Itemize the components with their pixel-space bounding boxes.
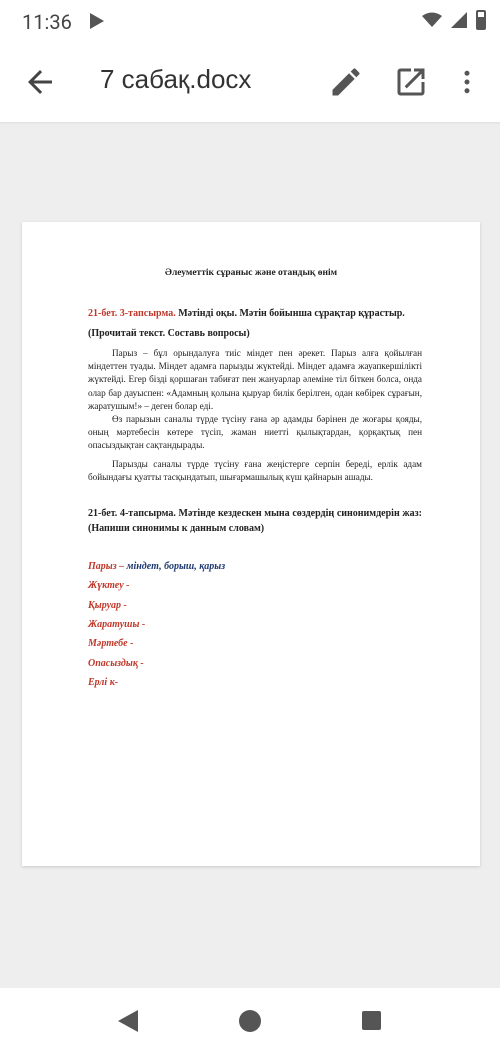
- document-heading: Әлеуметтік сұраныс және отандық өнім: [164, 268, 338, 278]
- paragraph-2: Өз парызын саналы түрде түсіну ғана әр адамды бәрінен де жоғары қояды, оның мәртебесін көтере түсіп, жаман ниетті қылықтардан, қорқақтық пен опасыздықтан сақтандырады.: [88, 414, 422, 451]
- synonym-item: [88, 561, 225, 572]
- clock: 11:36: [22, 10, 72, 34]
- paragraph-3: Парызды саналы түрде түсіну ғана жеңістерге серпін береді, ерлік адам бойындағы қуатты тасқындатып, шығармашылық күш қайнарын ашады.: [88, 459, 422, 483]
- wifi-icon: [422, 12, 442, 28]
- system-nav-bar: [0, 988, 500, 1055]
- synonym-word: Опасыздық -: [88, 658, 144, 669]
- synonym-item: [88, 658, 144, 669]
- nav-recents-icon[interactable]: [362, 1011, 381, 1030]
- status-bar: [0, 0, 500, 42]
- synonym-item: [88, 580, 129, 591]
- task1-subtitle: (Прочитай текст. Составь вопросы): [88, 328, 250, 339]
- document-title: 7 сабақ.docx: [100, 64, 252, 94]
- app-bar: [0, 42, 500, 122]
- battery-icon: [476, 10, 486, 30]
- synonym-item: [88, 600, 127, 611]
- synonym-word: Парыз –: [88, 561, 127, 572]
- paragraph-1: Парыз – бұл орындалуға тиіс міндет пен әрекет. Парыз алға қойылған міндеттен туады. Міндет адамға парызды жүктейді. Міндет адамға жауапкершілікті жүктейді. Егер бізді қоршаған табиғат пен жануарлар әлеміне тіл біткен болса, онда олар бар дауыспен: «Адамның қолына қыруар билік берілген, одан көбірек сұрағын, жаратушым!» – деген болар еді.: [88, 348, 422, 411]
- play-icon: [90, 13, 104, 29]
- open-external-icon[interactable]: [393, 64, 429, 100]
- task2-instruction: 21-бет. 4-тапсырма. Мәтінде кездескен мына сөздердің синонимдерін жаз: (Напиши синонимы к данным словам): [88, 508, 422, 534]
- synonym-word: Ерлі к-: [88, 677, 119, 688]
- more-vert-icon[interactable]: [452, 64, 482, 100]
- synonym-item: [88, 619, 145, 630]
- arrow-back-icon[interactable]: [22, 64, 58, 100]
- synonym-item: [88, 677, 118, 688]
- task1-instruction: Мәтінді оқы. Мәтін бойынша сұрақтар құрастыр.: [175, 308, 405, 319]
- signal-icon: [450, 11, 468, 29]
- document-page[interactable]: [22, 222, 480, 866]
- synonym-word: Жаратушы -: [88, 619, 146, 630]
- edit-pencil-icon[interactable]: [328, 64, 364, 100]
- synonym-word: Мәртебе -: [88, 638, 134, 649]
- task1-reference: 21-бет. 3-тапсырма.: [88, 308, 176, 319]
- synonym-answer: міндет, борыш, қарыз: [126, 561, 226, 572]
- status-icons: [422, 10, 486, 30]
- synonym-word: Қыруар -: [88, 600, 127, 611]
- task1-line: [88, 308, 405, 319]
- nav-back-icon[interactable]: [118, 1010, 138, 1032]
- nav-home-icon[interactable]: [239, 1010, 261, 1032]
- synonym-word: Жүктеу -: [88, 580, 130, 591]
- synonym-item: [88, 638, 133, 649]
